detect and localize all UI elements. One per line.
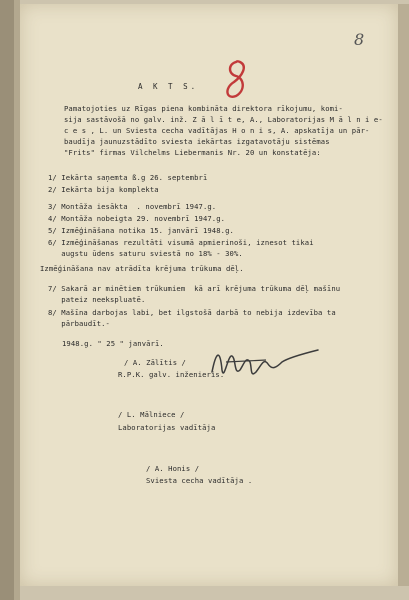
binder-strip (0, 0, 14, 600)
signature-role: Sviesta cecha vadītāja . (146, 476, 253, 485)
signature-name: / A. Honis / (146, 464, 200, 473)
signature-name: / L. Mālniece / (118, 410, 185, 419)
signature-role: Laboratorijas vadītāja (118, 423, 216, 432)
handwritten-signature (206, 342, 326, 388)
list-item: augstu ūdens saturu sviestā no 18% - 30%. (48, 249, 243, 258)
page-number: 8 (354, 30, 365, 49)
intro-line: Pamatojoties uz Rīgas piena kombināta direktora rīkojumu, komi- (64, 104, 343, 113)
intro-line: c e s , L. un Sviesta cecha vadītājas H o n i s, A. apskatīja un pār- (64, 126, 370, 135)
intro-line: "Frits" firmas Vilchelms Liebermanis Nr. 20 un konstatēja: (64, 148, 321, 157)
document-title: A K T S. (138, 82, 199, 91)
list-item: 6/ Izmēģināšanas rezultāti visumā apmierinoši, iznesot tikai (48, 238, 314, 247)
document-date: 1948.g. " 25 " janvārī. (62, 339, 164, 348)
signature-name: / A. Zālītis / (124, 358, 186, 367)
red-handwritten-mark (222, 58, 252, 102)
list-item: 4/ Montāža nobeigta 29. novembrī 1947.g. (48, 214, 226, 223)
note-line: Izmēģināšana nav atrādīta krējuma trūkuma dēļ. (40, 264, 244, 273)
signature-role: R.P.K. galv. inženieris. (118, 370, 225, 379)
intro-line: sija sastāvošā no galv. inž. Z ā l ī t e, A., Laboratorijas M ā l n i e- (64, 115, 383, 124)
list-item: 7/ Sakarā ar minētiem trūkumiem kā arī krējuma trūkuma dēļ mašīnu (48, 284, 341, 293)
list-item: 3/ Montāža iesākta . novembrī 1947.g. (48, 202, 217, 211)
page-edge (398, 4, 409, 586)
list-item: 5/ Izmēģināšana notika 15. janvārī 1948.g. (48, 226, 234, 235)
intro-line: baudīja jaunuzstādīto sviesta iekārtas izgatavotāju sistēmas (64, 137, 330, 146)
list-item: 8/ Mašīna darbojas labi, bet ilgstošā darbā to nebija izdevība ta (48, 308, 336, 317)
list-item: pateiz neekspluatē. (48, 295, 146, 304)
list-item: 1/ Iekārta saņemta ß.g 26. septembrī (48, 173, 208, 182)
list-item: 2/ Iekārta bija komplekta (48, 185, 159, 194)
list-item: pārbaudīt.- (48, 319, 110, 328)
